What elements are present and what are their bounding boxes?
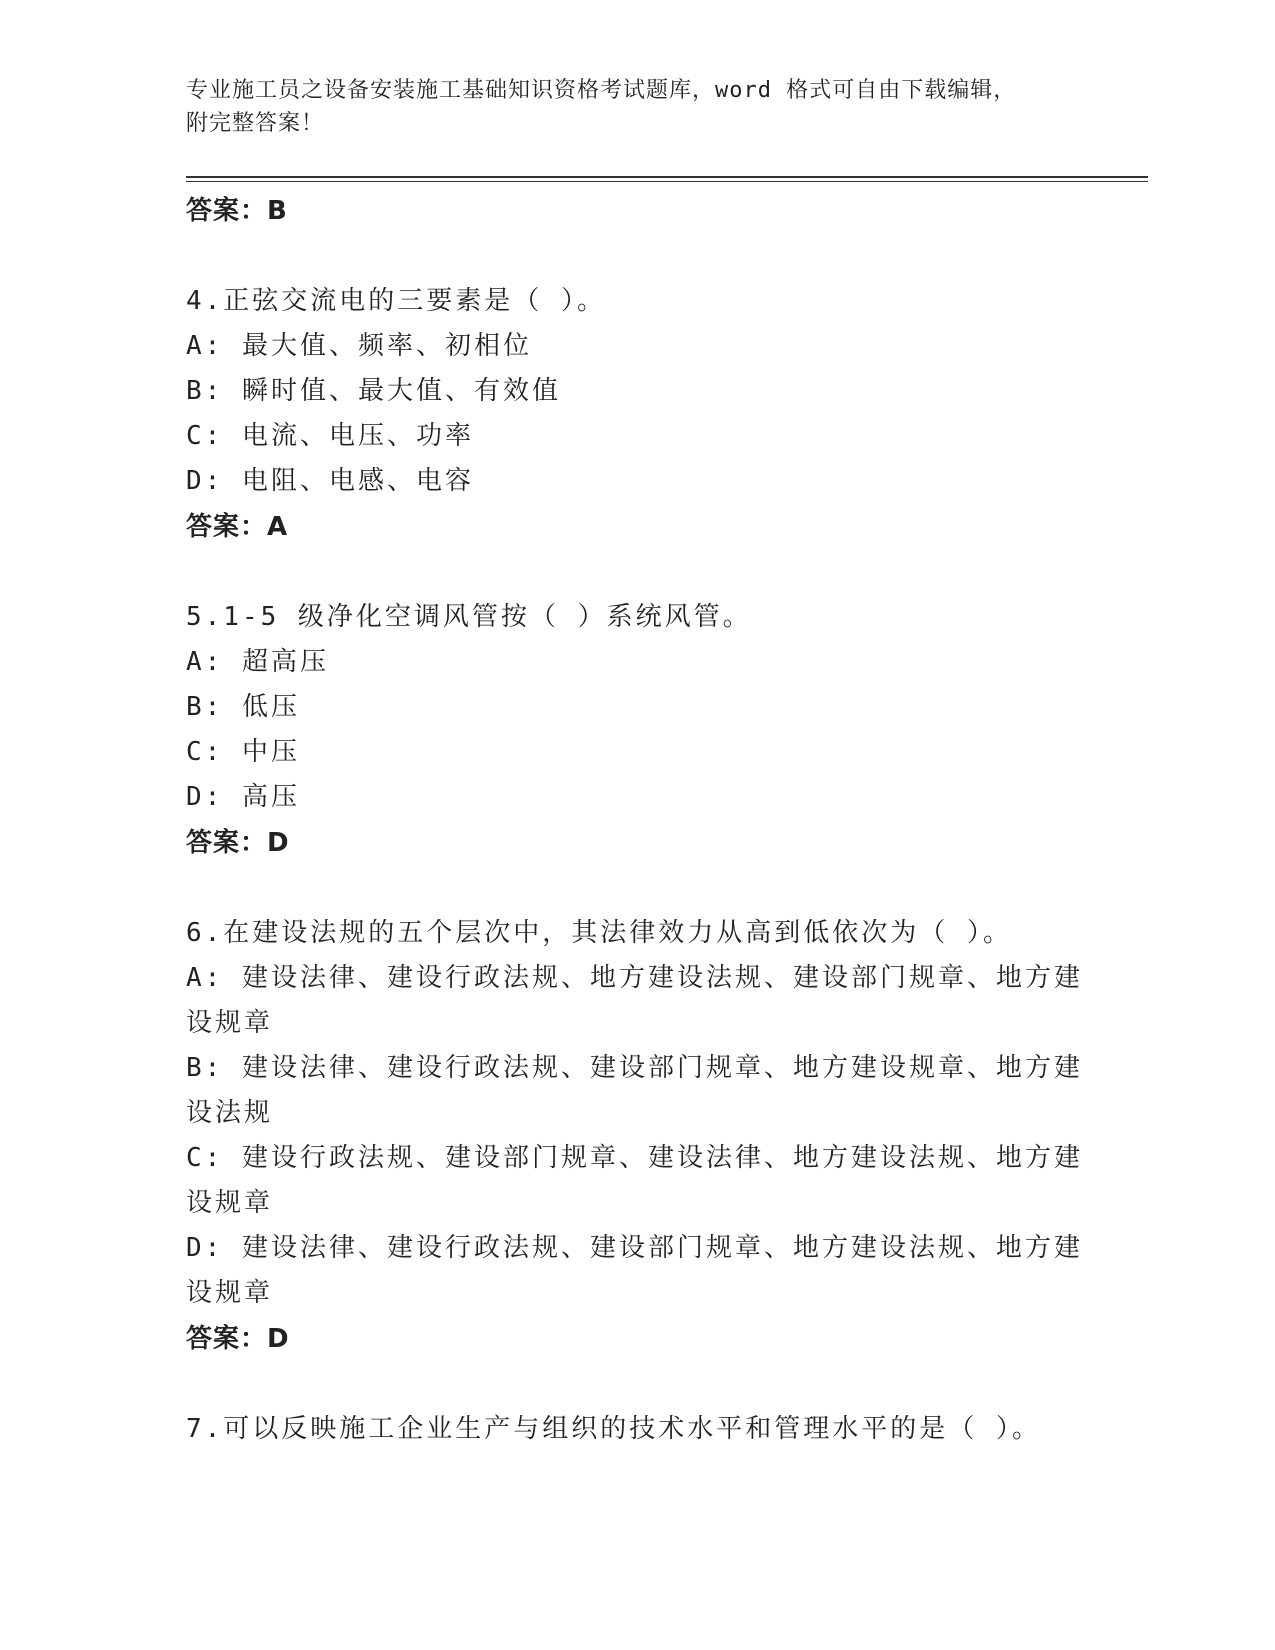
option-c: C: 中压	[186, 737, 300, 767]
question-block	[186, 595, 1086, 866]
question-text: 6.在建设法规的五个层次中，其法律效力从高到低依次为（ ）。	[186, 918, 1012, 948]
spacer	[186, 866, 1086, 911]
option-d: D: 电阻、电感、电容	[186, 466, 474, 496]
document-header	[186, 74, 1066, 140]
question-block	[186, 911, 1086, 1362]
answer-text: 答案：D	[186, 1324, 290, 1354]
answer-text: 答案：A	[186, 512, 289, 542]
header-divider-thin	[186, 181, 1148, 182]
answer-text: 答案：D	[186, 828, 290, 858]
option-b: B: 低压	[186, 692, 300, 722]
option-d: D: 建设法律、建设行政法规、建设部门规章、地方建设法规、地方建设规章	[186, 1233, 1083, 1308]
option-b: B: 瞬时值、最大值、有效值	[186, 376, 561, 406]
option-b: B: 建设法律、建设行政法规、建设部门规章、地方建设规章、地方建设法规	[186, 1053, 1083, 1128]
option-c: C: 建设行政法规、建设部门规章、建设法律、地方建设法规、地方建设规章	[186, 1143, 1083, 1218]
question-text: 4.正弦交流电的三要素是（ ）。	[186, 286, 606, 316]
option-c: C: 电流、电压、功率	[186, 421, 474, 451]
header-line-2: 附完整答案！	[186, 111, 325, 136]
option-a: A: 建设法律、建设行政法规、地方建设法规、建设部门规章、地方建设规章	[186, 963, 1083, 1038]
question-block	[186, 1407, 1086, 1452]
spacer	[186, 234, 1086, 279]
option-a: A: 最大值、频率、初相位	[186, 331, 532, 361]
header-divider-thick	[186, 176, 1148, 178]
header-line-1: 专业施工员之设备安装施工基础知识资格考试题库，word 格式可自由下载编辑，	[186, 78, 1017, 103]
previous-answer: 答案：B	[186, 196, 288, 226]
spacer	[186, 550, 1086, 595]
question-block	[186, 279, 1086, 550]
option-a: A: 超高压	[186, 647, 329, 677]
question-text: 5.1-5 级净化空调风管按（ ）系统风管。	[186, 602, 752, 632]
option-d: D: 高压	[186, 782, 300, 812]
spacer	[186, 1362, 1086, 1407]
question-list	[186, 188, 1086, 1452]
question-text: 7.可以反映施工企业生产与组织的技术水平和管理水平的是（ ）。	[186, 1414, 1041, 1444]
